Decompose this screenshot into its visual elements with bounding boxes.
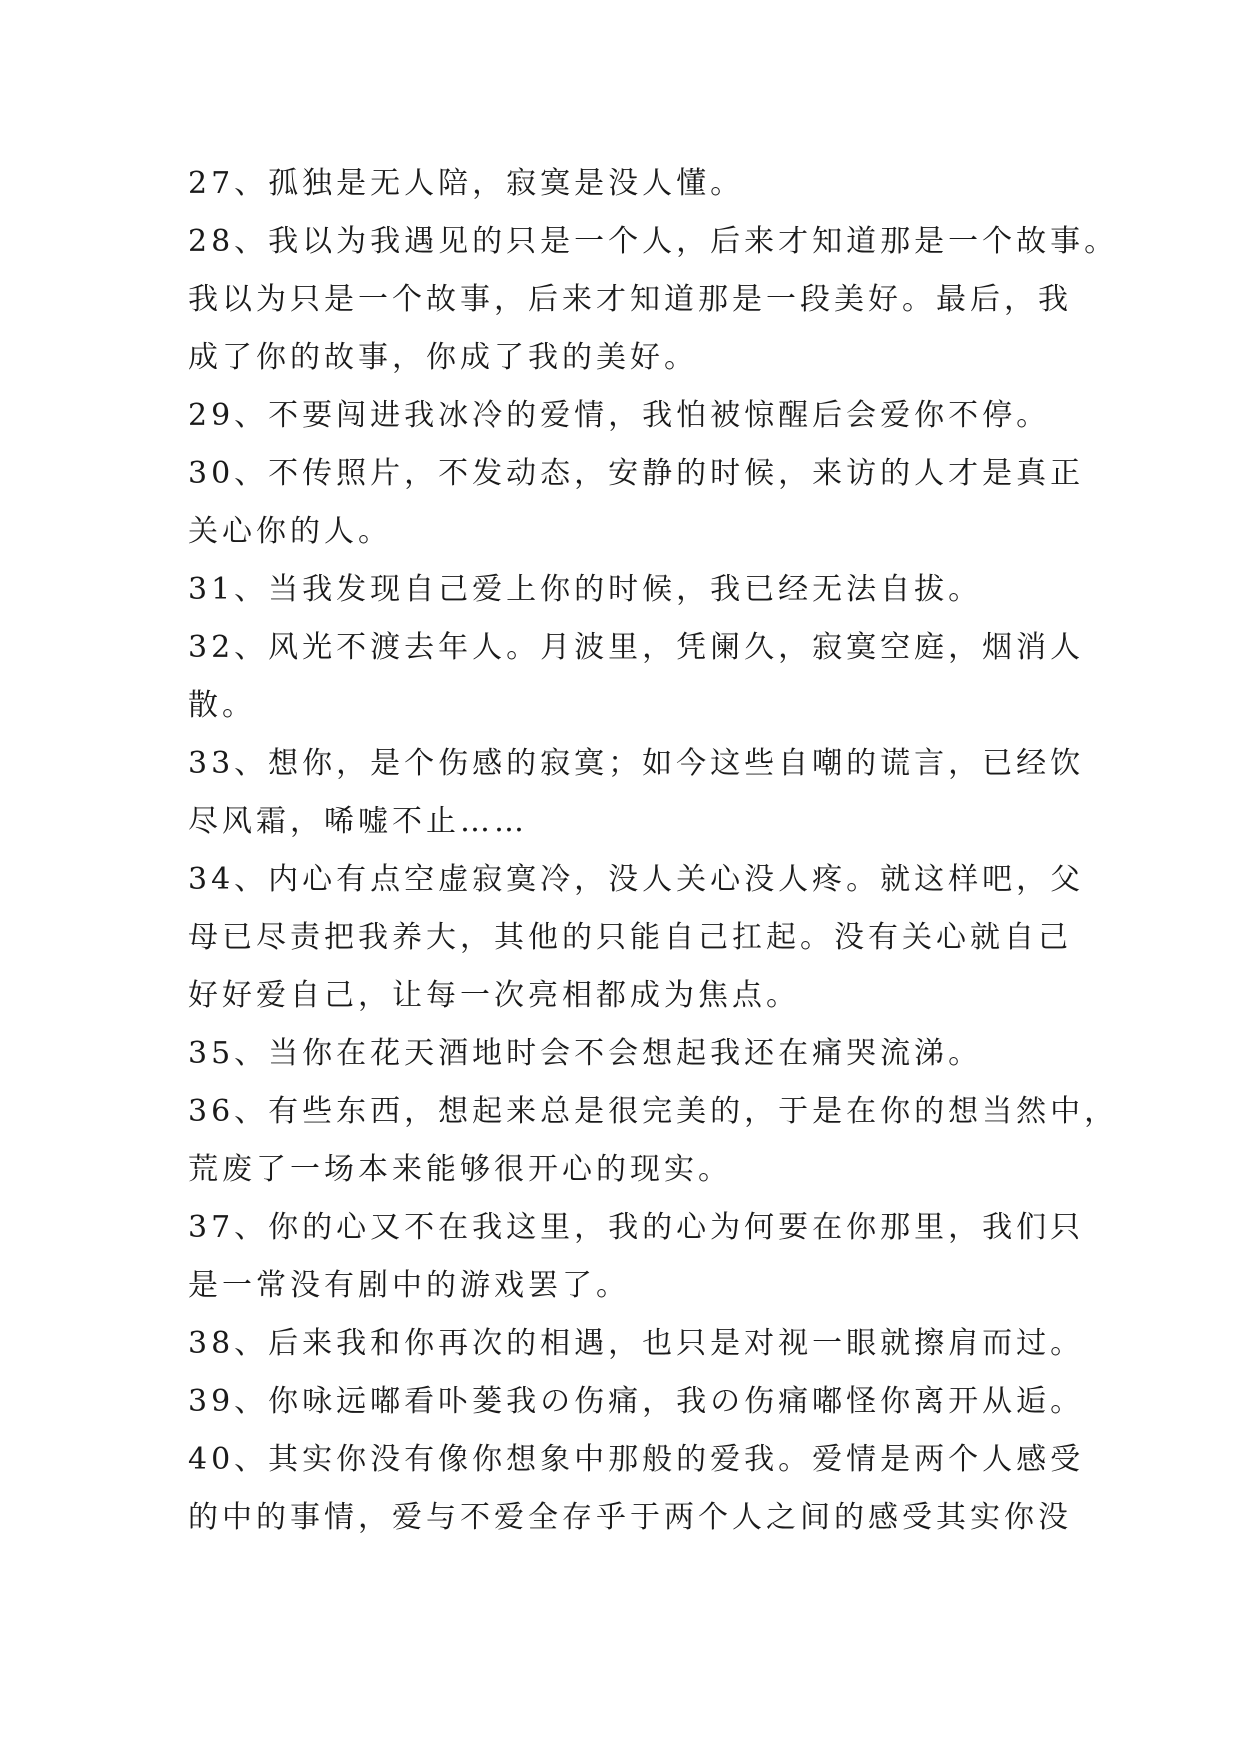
text-line: 37、你的心又不在我这里，我的心为何要在你那里，我们只 xyxy=(188,1210,1085,1245)
text-line: 30、不传照片，不发动态，安静的时候，来访的人才是真正 xyxy=(188,456,1085,491)
document-body xyxy=(188,155,1119,1547)
text-line: 34、内心有点空虚寂寞冷，没人关心没人疼。就这样吧，父 xyxy=(188,862,1085,897)
text-line: 我以为只是一个故事，后来才知道那是一段美好。最后，我 xyxy=(188,282,1072,317)
text-line: 母已尽责把我养大，其他的只能自己扛起。没有关心就自己 xyxy=(188,920,1072,955)
text-line: 36、有些东西，想起来总是很完美的，于是在你的想当然中， xyxy=(188,1094,1119,1129)
text-line: 荒废了一场本来能够很开心的现实。 xyxy=(188,1152,732,1187)
text-line: 成了你的故事，你成了我的美好。 xyxy=(188,340,698,375)
text-line: 散。 xyxy=(188,688,256,723)
text-line: 尽风霜，唏嘘不止…… xyxy=(188,804,528,839)
text-line: 35、当你在花天酒地时会不会想起我还在痛哭流涕。 xyxy=(188,1036,983,1071)
text-line: 是一常没有剧中的游戏罢了。 xyxy=(188,1268,630,1303)
text-line: 的中的事情，爱与不爱全存乎于两个人之间的感受其实你没 xyxy=(188,1500,1072,1535)
text-line: 38、后来我和你再次的相遇，也只是对视一眼就擦肩而过。 xyxy=(188,1326,1085,1361)
text-line: 关心你的人。 xyxy=(188,514,392,549)
text-line: 27、孤独是无人陪，寂寞是没人懂。 xyxy=(188,166,745,201)
text-line: 32、风光不渡去年人。月波里，凭阑久，寂寞空庭，烟消人 xyxy=(188,630,1085,665)
text-line: 28、我以为我遇见的只是一个人，后来才知道那是一个故事。 xyxy=(188,224,1119,259)
text-line: 33、想你，是个伤感的寂寞；如今这些自嘲的谎言，已经饮 xyxy=(188,746,1085,781)
text-line: 39、你咏远嘟看卟蓌我の伤痛，我の伤痛嘟怪你离开从逅。 xyxy=(188,1384,1085,1419)
text-line: 31、当我发现自己爱上你的时候，我已经无法自拔。 xyxy=(188,572,983,607)
text-line: 40、其实你没有像你想象中那般的爱我。爱情是两个人感受 xyxy=(188,1442,1085,1477)
text-line: 29、不要闯进我冰冷的爱情，我怕被惊醒后会爱你不停。 xyxy=(188,398,1051,433)
text-line: 好好爱自己，让每一次亮相都成为焦点。 xyxy=(188,978,800,1013)
